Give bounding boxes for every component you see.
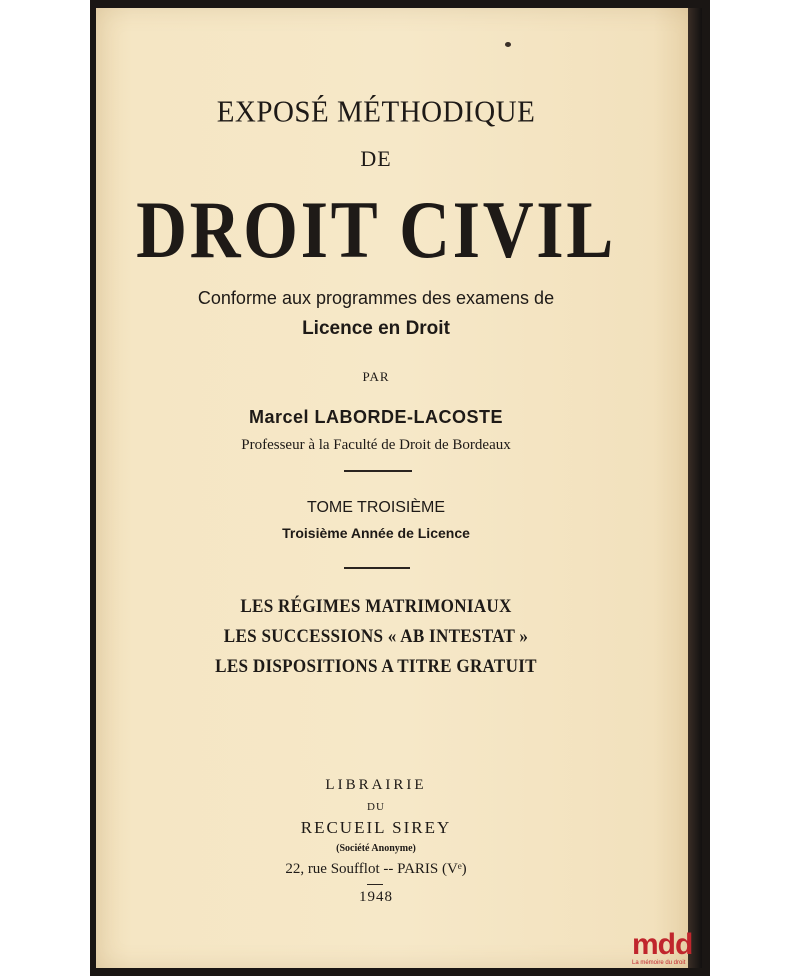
publisher-name: RECUEIL SIREY [300,818,452,837]
topic-line: LES RÉGIMES MATRIMONIAUX [240,596,512,617]
tome-subtitle: Troisième Année de Licence [282,525,470,541]
ink-speck [505,42,511,47]
author-role: Professeur à la Faculté de Droit de Bordeaux [241,437,511,453]
divider-rule [367,884,383,885]
subtitle-line-1: Conforme aux programmes des examens de [197,288,555,308]
page-edge-shadow [688,8,702,968]
divider-rule [344,567,410,569]
topic-line: LES SUCCESSIONS « AB INTESTAT » [223,626,529,647]
publisher-line-2: DU [367,801,385,813]
main-title: DROIT CIVIL [136,184,616,275]
publisher-company: (Société Anonyme) [336,843,416,854]
publication-year: 1948 [359,889,393,905]
author-name: Marcel LABORDE-LACOSTE [248,407,504,427]
publisher-line-1: LIBRAIRIE [325,777,427,793]
subtitle-line-2: Licence en Droit [302,318,450,339]
divider-rule [344,470,412,472]
tome-label: TOME TROISIÈME [306,499,446,516]
logo-tagline: La mémoire du droit [632,960,686,966]
by-label: PAR [362,369,390,384]
topic-line: LES DISPOSITIONS A TITRE GRATUIT [215,656,537,677]
heading-line-1: EXPOSÉ MÉTHODIQUE [216,95,536,129]
heading-line-2: DE [360,146,392,171]
publisher-address: 22, rue Soufflot -- PARIS (Vᵉ) [285,861,467,877]
logo-text: mdd [632,928,693,961]
